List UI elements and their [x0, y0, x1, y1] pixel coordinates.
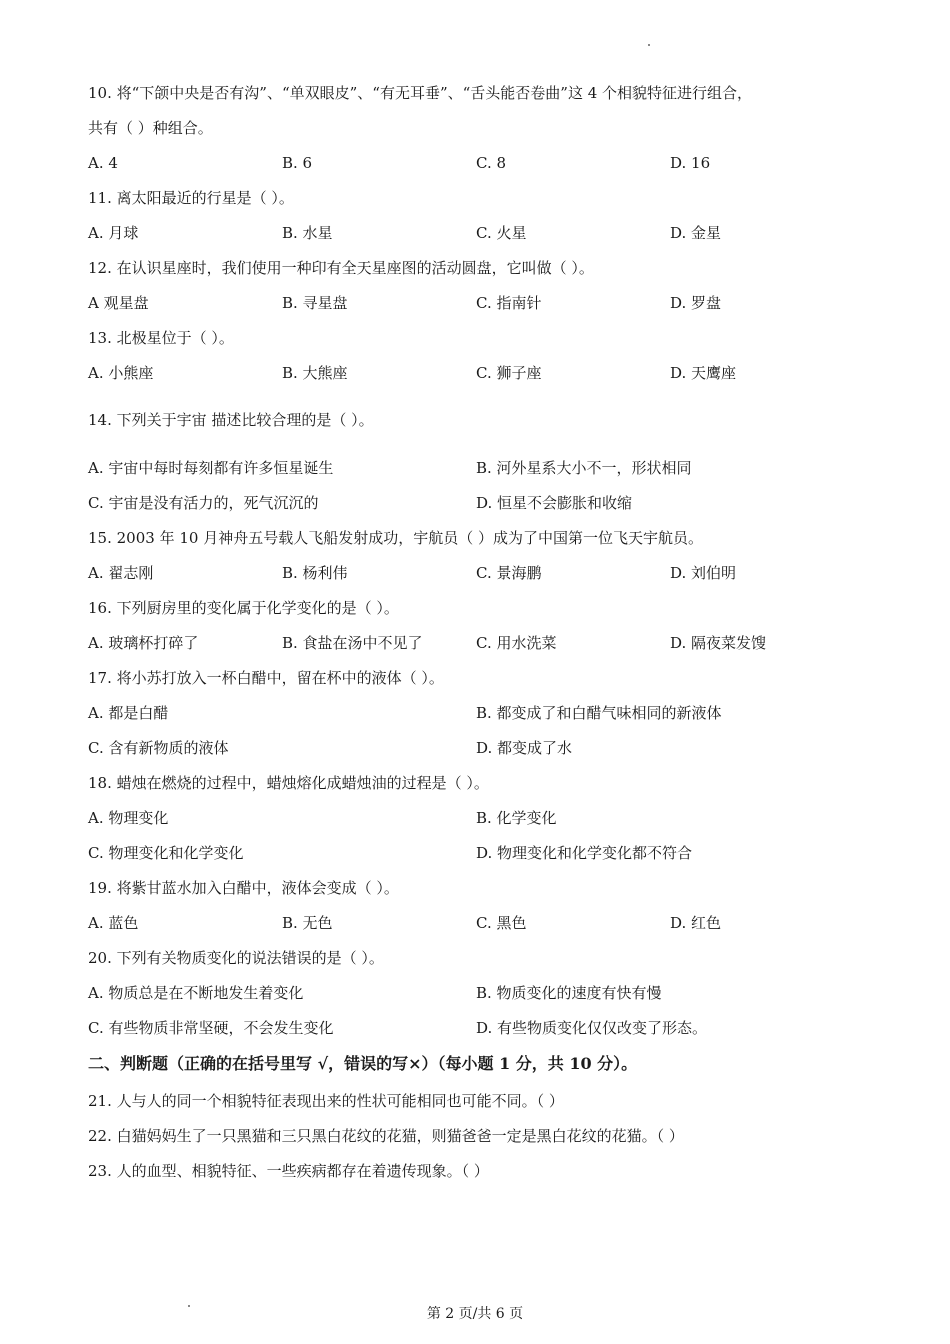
question-20-stem: 20. 下列有关物质变化的说法错误的是（ ）。 — [88, 949, 384, 967]
question-13-option-d: D. 天鹰座 — [670, 364, 737, 382]
question-10-stem: 10. 将“下颌中央是否有沟”、“单双眼皮”、“有无耳垂”、“舌头能否卷曲”这 4 个相貌特征进行组合， — [88, 84, 753, 102]
question-19-option-b: B. 无色 — [282, 914, 333, 932]
question-19-option-c: C. 黑色 — [476, 914, 527, 932]
question-11-option-d: D. 金星 — [670, 224, 722, 242]
question-18-stem: 18. 蜡烛在燃烧的过程中，蜡烛熔化成蜡烛油的过程是（ ）。 — [88, 774, 489, 792]
question-17-option-c: C. 含有新物质的液体 — [88, 739, 229, 757]
question-20-option-a: A. 物质总是在不断地发生着变化 — [88, 984, 304, 1002]
question-16-option-b: B. 食盐在汤中不见了 — [282, 634, 423, 652]
question-18-option-d: D. 物理变化和化学变化都不符合 — [476, 844, 693, 862]
question-12-stem: 12. 在认识星座时，我们使用一种印有全天星座图的活动圆盘，它叫做（ ）。 — [88, 259, 594, 277]
question-12-option-a: A 观星盘 — [88, 294, 149, 312]
question-13-option-b: B. 大熊座 — [282, 364, 348, 382]
question-15-option-b: B. 杨利伟 — [282, 564, 348, 582]
question-14-option-c: C. 宇宙是没有活力的，死气沉沉的 — [88, 494, 319, 512]
question-23: 23. 人的血型、相貌特征、一些疾病都存在着遗传现象。（ ） — [88, 1162, 489, 1180]
question-18-option-b: B. 化学变化 — [476, 809, 557, 827]
question-20-option-c: C. 有些物质非常坚硬，不会发生变化 — [88, 1019, 334, 1037]
question-11-stem: 11. 离太阳最近的行星是（ ）。 — [88, 189, 294, 207]
question-14-option-b: B. 河外星系大小不一，形状相同 — [476, 459, 692, 477]
question-15-option-a: A. 翟志刚 — [88, 564, 154, 582]
question-22: 22. 白猫妈妈生了一只黑猫和三只黑白花纹的花猫，则猫爸爸一定是黑白花纹的花猫。（ ） — [88, 1127, 684, 1145]
question-15-option-c: C. 景海鹏 — [476, 564, 542, 582]
question-10-option-a: A. 4 — [88, 154, 118, 172]
question-11-option-b: B. 水星 — [282, 224, 333, 242]
question-19-option-d: D. 红色 — [670, 914, 722, 932]
question-10-option-c: C. 8 — [476, 154, 507, 172]
question-12-option-b: B. 寻星盘 — [282, 294, 348, 312]
question-13-stem: 13. 北极星位于（ ）。 — [88, 329, 234, 347]
question-14-stem: 14. 下列关于宇宙 描述比较合理的是（ ）。 — [88, 411, 374, 429]
question-18-option-c: C. 物理变化和化学变化 — [88, 844, 244, 862]
question-16-option-c: C. 用水洗菜 — [476, 634, 557, 652]
question-11-option-a: A. 月球 — [88, 224, 139, 242]
question-15-stem: 15. 2003 年 10 月神舟五号载人飞船发射成功，宇航员（ ）成为了中国第一位飞天宇航员。 — [88, 529, 703, 547]
scan-dot — [648, 44, 650, 46]
question-10-option-b: B. 6 — [282, 154, 313, 172]
question-10-stem-cont: 共有（ ）种组合。 — [88, 119, 213, 137]
question-16-option-a: A. 玻璃杯打碎了 — [88, 634, 199, 652]
question-16-stem: 16. 下列厨房里的变化属于化学变化的是（ ）。 — [88, 599, 399, 617]
question-10-option-d: D. 16 — [670, 154, 711, 172]
question-17-option-d: D. 都变成了水 — [476, 739, 573, 757]
question-14-option-a: A. 宇宙中每时每刻都有许多恒星诞生 — [88, 459, 334, 477]
question-20-option-d: D. 有些物质变化仅仅改变了形态。 — [476, 1019, 708, 1037]
question-20-option-b: B. 物质变化的速度有快有慢 — [476, 984, 662, 1002]
section-2-heading: 二、判断题（正确的在括号里写 √，错误的写×）（每小题 1 分，共 10 分）。 — [88, 1054, 638, 1073]
question-12-option-c: C. 指南针 — [476, 294, 542, 312]
question-12-option-d: D. 罗盘 — [670, 294, 722, 312]
question-14-option-d: D. 恒星不会膨胀和收缩 — [476, 494, 633, 512]
question-19-stem: 19. 将紫甘蓝水加入白醋中，液体会变成（ ）。 — [88, 879, 399, 897]
question-17-stem: 17. 将小苏打放入一杯白醋中，留在杯中的液体（ ）。 — [88, 669, 444, 687]
page-footer: 第 2 页/共 6 页 — [426, 1306, 524, 1322]
question-17-option-a: A. 都是白醋 — [88, 704, 169, 722]
question-15-option-d: D. 刘伯明 — [670, 564, 737, 582]
question-21: 21. 人与人的同一个相貌特征表现出来的性状可能相同也可能不同。（ ） — [88, 1092, 564, 1110]
question-16-option-d: D. 隔夜菜发馊 — [670, 634, 767, 652]
question-13-option-a: A. 小熊座 — [88, 364, 154, 382]
question-18-option-a: A. 物理变化 — [88, 809, 169, 827]
question-11-option-c: C. 火星 — [476, 224, 527, 242]
question-17-option-b: B. 都变成了和白醋气味相同的新液体 — [476, 704, 722, 722]
question-19-option-a: A. 蓝色 — [88, 914, 139, 932]
question-13-option-c: C. 狮子座 — [476, 364, 542, 382]
